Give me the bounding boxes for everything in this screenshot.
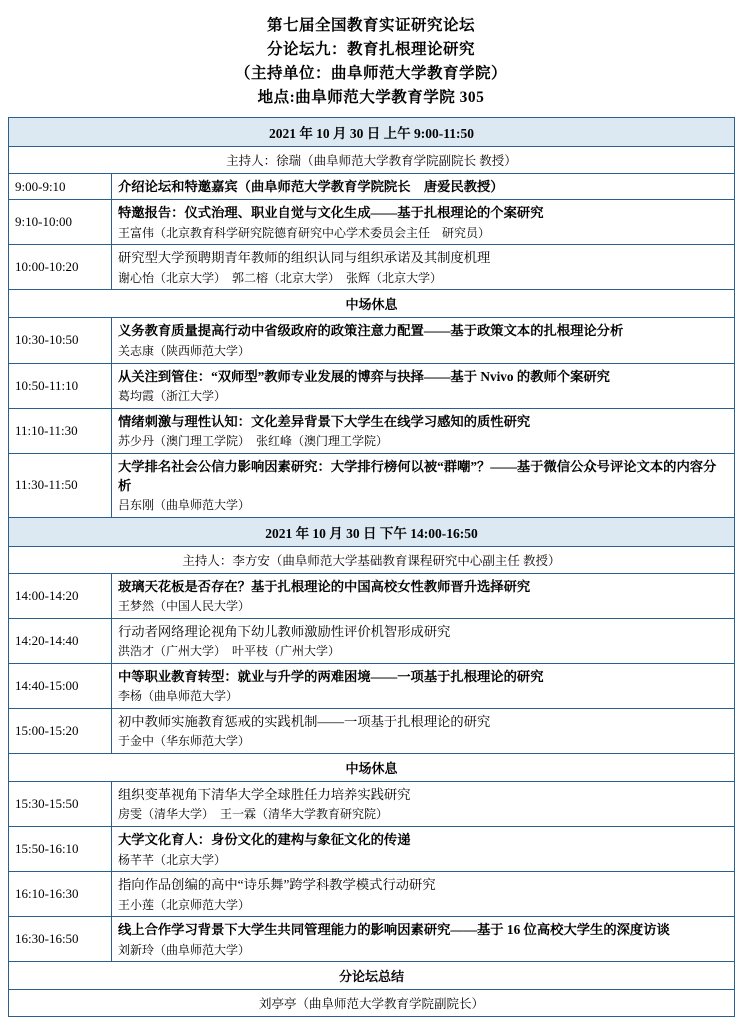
row-time: 16:10-16:30 xyxy=(9,872,112,917)
table-row xyxy=(9,200,735,245)
row-title: 义务教育质量提高行动中省级政府的政策注意力配置——基于政策文本的扎根理论分析 xyxy=(118,323,624,339)
summary-label: 分论坛总结 xyxy=(9,962,735,990)
row-authors: 杨芊芊（北京大学） xyxy=(118,852,227,867)
row-authors: 苏少丹（澳门理工学院） 张红峰（澳门理工学院） xyxy=(118,433,389,448)
row-time: 10:30-10:50 xyxy=(9,318,112,363)
row-authors: 关志康（陕西师范大学） xyxy=(118,343,251,358)
afternoon-break-row xyxy=(9,754,735,782)
table-row xyxy=(9,619,735,664)
row-title: 研究型大学预聘期青年教师的组织认同与组织承诺及其制度机理 xyxy=(118,250,491,266)
row-authors: 洪浩才（广州大学） 叶平枝（广州大学） xyxy=(118,644,341,659)
row-time: 9:00-9:10 xyxy=(9,174,112,200)
row-content xyxy=(112,363,735,408)
row-authors: 李杨（曲阜师范大学） xyxy=(118,689,239,704)
table-row xyxy=(9,664,735,709)
row-title: 组织变革视角下清华大学全球胜任力培养实践研究 xyxy=(118,787,411,803)
row-authors: 刘新玲（曲阜师范大学） xyxy=(118,942,251,957)
table-row xyxy=(9,453,735,517)
row-time: 15:30-15:50 xyxy=(9,782,112,827)
row-content xyxy=(112,318,735,363)
row-time: 16:30-16:50 xyxy=(9,917,112,962)
row-time: 14:40-15:00 xyxy=(9,664,112,709)
table-row xyxy=(9,872,735,917)
row-authors: 王小莲（北京师范大学） xyxy=(118,897,251,912)
morning-chair-row xyxy=(9,147,735,174)
row-title: 玻璃天花板是否存在？基于扎根理论的中国高校女性教师晋升选择研究 xyxy=(118,578,531,594)
afternoon-chair: 主持人：李方安（曲阜师范大学基础教育课程研究中心副主任 教授） xyxy=(9,546,735,573)
row-title: 线上合作学习背景下大学生共同管理能力的影响因素研究——基于 16 位高校大学生的深度访谈 xyxy=(118,922,670,938)
title-line-1: 第七届全国教育实证研究论坛 xyxy=(266,17,475,34)
table-row xyxy=(9,573,735,618)
row-content xyxy=(112,408,735,453)
break-label: 中场休息 xyxy=(9,754,735,782)
row-time: 14:20-14:40 xyxy=(9,619,112,664)
row-content xyxy=(112,619,735,664)
afternoon-chair-row xyxy=(9,546,735,573)
row-time: 14:00-14:20 xyxy=(9,573,112,618)
row-title: 中等职业教育转型：就业与升学的两难困境——一项基于扎根理论的研究 xyxy=(118,669,544,685)
row-title: 大学排名社会公信力影响因素研究：大学排行榜何以被“群嘲”？——基于微信公众号评论文本的内容分析 xyxy=(118,458,717,493)
row-title: 行动者网络理论视角下幼儿教师激励性评价机智形成研究 xyxy=(118,624,451,640)
row-content xyxy=(112,827,735,872)
row-authors: 房雯（清华大学） 王一霖（清华大学教育研究院） xyxy=(118,807,389,822)
row-title: 初中教师实施教育惩戒的实践机制——一项基于扎根理论的研究 xyxy=(118,714,491,730)
row-time: 10:00-10:20 xyxy=(9,245,112,290)
title-line-2: 分论坛九：教育扎根理论研究 xyxy=(266,41,475,59)
row-content xyxy=(112,453,735,517)
table-row xyxy=(9,174,735,200)
row-time: 9:10-10:00 xyxy=(9,200,112,245)
row-content xyxy=(112,872,735,917)
row-title: 介绍论坛和特邀嘉宾（曲阜师范大学教育学院院长 唐爱民教授） xyxy=(118,179,504,195)
row-title: 情绪刺激与理性认知：文化差异背景下大学生在线学习感知的质性研究 xyxy=(118,413,531,429)
table-row xyxy=(9,318,735,363)
row-authors: 王富伟（北京教育科学研究院德育研究中心学术委员会主任 研究员） xyxy=(118,225,491,240)
row-authors: 吕东刚（曲阜师范大学） xyxy=(118,498,251,513)
row-content xyxy=(112,709,735,754)
summary-person: 刘亭亭（曲阜师范大学教育学院副院长） xyxy=(9,990,735,1017)
row-title: 指向作品创编的高中“诗乐舞”跨学科教学模式行动研究 xyxy=(118,877,436,893)
afternoon-session-header-row xyxy=(9,517,735,546)
table-row xyxy=(9,363,735,408)
morning-session-header-row xyxy=(9,118,735,147)
row-content xyxy=(112,245,735,290)
table-row xyxy=(9,782,735,827)
table-row xyxy=(9,917,735,962)
row-content xyxy=(112,664,735,709)
table-row xyxy=(9,245,735,290)
row-content xyxy=(112,174,735,200)
row-time: 11:30-11:50 xyxy=(9,453,112,517)
row-authors: 于金中（华东师范大学） xyxy=(118,734,251,749)
table-row xyxy=(9,827,735,872)
row-title: 大学文化育人：身份文化的建构与象征文化的传递 xyxy=(118,832,411,848)
row-time: 11:10-11:30 xyxy=(9,408,112,453)
page-title xyxy=(8,14,734,110)
morning-chair: 主持人：徐瑞（曲阜师范大学教育学院副院长 教授） xyxy=(9,147,735,174)
row-content xyxy=(112,917,735,962)
row-title: 特邀报告：仪式治理、职业自觉与文化生成——基于扎根理论的个案研究 xyxy=(118,205,544,221)
row-authors: 葛均霞（浙江大学） xyxy=(118,388,227,403)
row-content xyxy=(112,782,735,827)
title-line-4: 地点:曲阜师范大学教育学院 305 xyxy=(257,89,485,107)
summary-row xyxy=(9,962,735,990)
row-time: 15:50-16:10 xyxy=(9,827,112,872)
summary-person-row xyxy=(9,990,735,1017)
row-content xyxy=(112,200,735,245)
schedule-table xyxy=(8,117,735,1017)
table-row xyxy=(9,408,735,453)
row-title: 从关注到管住：“双师型”教师专业发展的博弈与抉择——基于 Nvivo 的教师个案研究 xyxy=(118,368,610,384)
row-authors: 王梦然（中国人民大学） xyxy=(118,599,251,614)
row-content xyxy=(112,573,735,618)
row-time: 15:00-15:20 xyxy=(9,709,112,754)
morning-session-label: 2021 年 10 月 30 日 上午 9:00-11:50 xyxy=(9,118,735,147)
row-authors: 谢心怡（北京大学） 郭二榕（北京大学） 张辉（北京大学） xyxy=(118,270,443,285)
title-line-3: （主持单位：曲阜师范大学教育学院） xyxy=(234,65,507,83)
morning-break-row xyxy=(9,290,735,318)
afternoon-session-label: 2021 年 10 月 30 日 下午 14:00-16:50 xyxy=(9,517,735,546)
table-row xyxy=(9,709,735,754)
break-label: 中场休息 xyxy=(9,290,735,318)
row-time: 10:50-11:10 xyxy=(9,363,112,408)
